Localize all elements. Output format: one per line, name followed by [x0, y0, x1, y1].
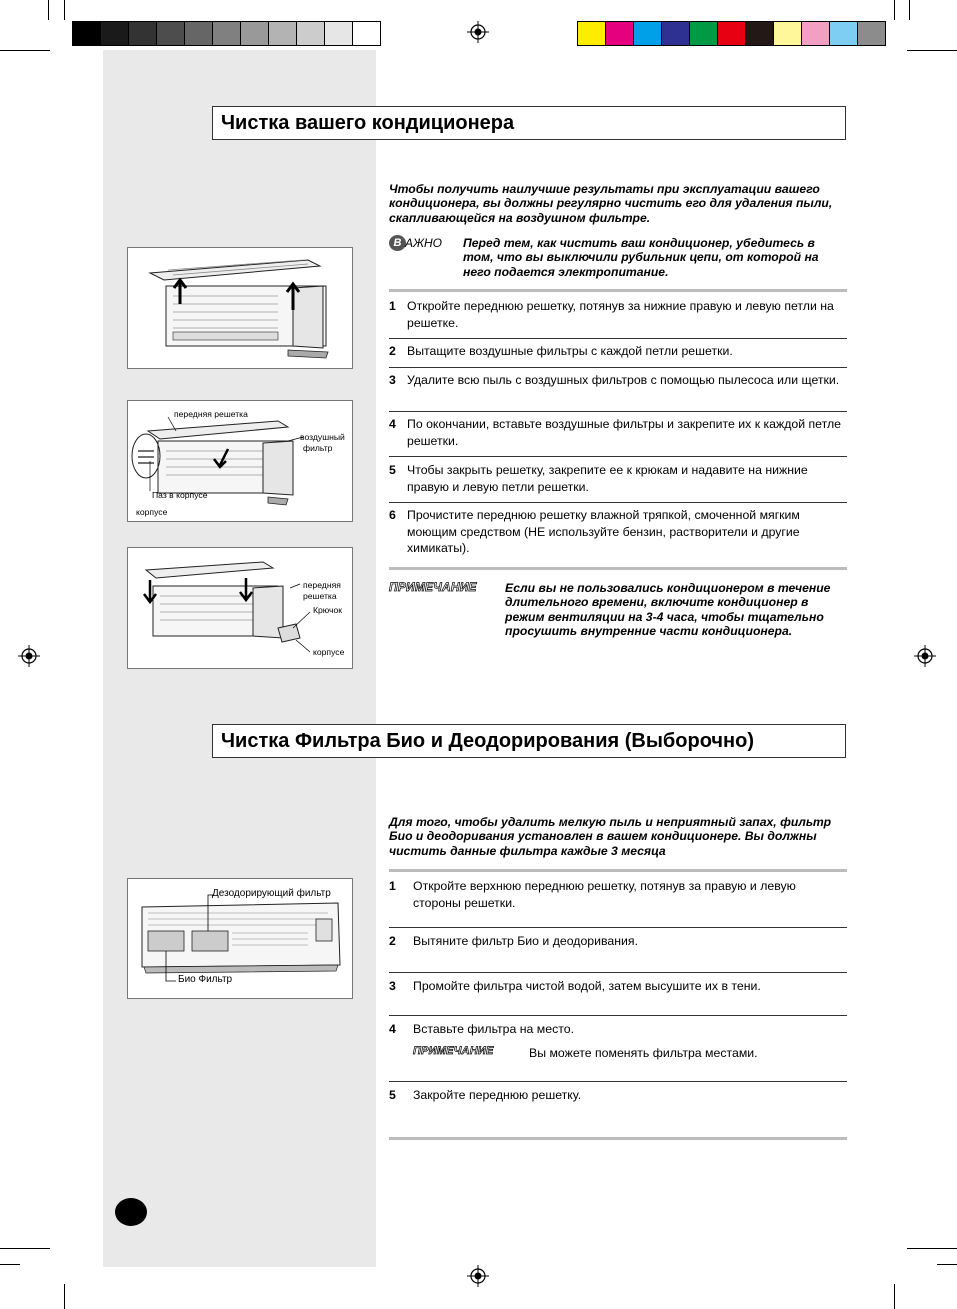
- calibration-swatch: [633, 21, 662, 46]
- divider: [389, 567, 847, 570]
- crop-mark: [64, 0, 65, 20]
- divider: [389, 869, 847, 872]
- crop-mark: [48, 0, 49, 20]
- label-housing: корпусе: [313, 647, 345, 657]
- note-text: Если вы не пользовались кондиционером в течение длительного времени, включите кондиционер в режим вентиляции на 3-4 часа, чтобы тщательно просушить внутренние части кондиционера.: [505, 581, 831, 639]
- divider: [389, 1015, 847, 1016]
- step-text: По окончании, вставьте воздушные фильтры и закрепите их к каждой петле решетки.: [407, 417, 841, 448]
- crop-mark: [64, 1284, 65, 1309]
- label-deodorizing-filter: Дезодорирующий фильтр: [212, 888, 331, 899]
- calibration-swatch: [324, 21, 353, 46]
- crop-mark: [894, 0, 895, 20]
- crop-mark: [0, 1248, 50, 1249]
- crop-mark: [0, 1264, 20, 1265]
- label-air-filter: фильтр: [303, 443, 333, 453]
- step-number: 6: [389, 508, 396, 522]
- step-number: 5: [389, 1088, 396, 1102]
- step-number: 1: [389, 299, 396, 313]
- step-text: Вытащите воздушные фильтры с каждой петли решетки.: [407, 344, 733, 358]
- label-air-filter: воздушный: [300, 432, 345, 442]
- calibration-swatch: [128, 21, 157, 46]
- page-number-badge: [115, 1198, 147, 1226]
- step-number: 2: [389, 934, 396, 948]
- step-text: Откройте переднюю решетку, потянув за нижние правую и левую петли на решетке.: [407, 299, 834, 330]
- air-conditioner-open-grille-drawing: [128, 248, 352, 368]
- step-text: Откройте верхнюю переднюю решетку, потянув за правую и левую стороны решетки.: [413, 879, 796, 910]
- air-conditioner-filter-drawing: [128, 401, 352, 521]
- important-badge-letter: В: [389, 235, 406, 251]
- label-front-grille: передняя решетка: [174, 409, 248, 419]
- crop-mark: [909, 0, 910, 20]
- registration-mark-icon: [467, 21, 489, 43]
- note-text: Вы можете поменять фильтра местами.: [529, 1046, 758, 1060]
- divider: [389, 972, 847, 973]
- crop-mark: [0, 50, 50, 51]
- calibration-swatch: [605, 21, 634, 46]
- calibration-swatch: [745, 21, 774, 46]
- calibration-swatch: [72, 21, 101, 46]
- step-text: Прочистите переднюю решетку влажной тряпкой, смоченной мягким моющим средством (НЕ используйте бензин, растворители и другие химикаты).: [407, 508, 800, 555]
- calibration-swatch: [240, 21, 269, 46]
- step-number: 4: [389, 1022, 396, 1036]
- section-intro: Чтобы получить наилучшие результаты при эксплуатации вашего кондиционера, вы должны регулярно чистить его для удаления пыли, скапливающейся на воздушном фильтре.: [389, 182, 833, 225]
- section-intro: Для того, чтобы удалить мелкую пыль и неприятный запах, фильтр Био и деодоривания установлен в вашем кондиционере. Вы должны чистить данные фильтра каждые 3 месяца: [389, 815, 832, 858]
- label-slot: Паз в корпусе: [152, 490, 208, 500]
- step-text: Вставьте фильтра на место.: [413, 1022, 574, 1036]
- calibration-swatch: [268, 21, 297, 46]
- illustration-close-grille: [127, 547, 353, 669]
- calibration-swatch: [717, 21, 746, 46]
- divider: [389, 456, 847, 457]
- label-front-grille: передняя: [303, 580, 341, 590]
- step-number: 1: [389, 879, 396, 893]
- calibration-swatch: [577, 21, 606, 46]
- divider: [389, 411, 847, 412]
- illustration-remove-filter: [127, 400, 353, 522]
- step-number: 2: [389, 344, 396, 358]
- label-hook: Крючок: [313, 605, 343, 615]
- step-text: Закройте переднюю решетку.: [413, 1088, 582, 1102]
- calibration-swatch: [296, 21, 325, 46]
- important-text: Перед тем, как чистить ваш кондиционер, убедитесь в том, что вы выключили рубильник цепи, от которой на него подается электропитание.: [463, 236, 819, 279]
- crop-mark: [907, 1248, 957, 1249]
- label-front-grille: решетка: [303, 591, 337, 601]
- note-badge: ПРИМЕЧАНИЕ: [413, 1045, 494, 1057]
- step-number: 4: [389, 417, 396, 431]
- divider: [389, 289, 847, 292]
- illustration-bio-filter: [127, 878, 353, 999]
- step-text: Промойте фильтра чистой водой, затем высушите их в тени.: [413, 979, 761, 993]
- step-number: 3: [389, 979, 396, 993]
- divider: [389, 1081, 847, 1082]
- registration-mark-icon: [914, 645, 936, 667]
- illustration-open-grille: [127, 247, 353, 369]
- step-number: 5: [389, 463, 396, 477]
- crop-mark: [937, 1264, 957, 1265]
- note-badge: ПРИМЕЧАНИЕ: [389, 580, 477, 594]
- calibration-swatch: [689, 21, 718, 46]
- calibration-swatch: [212, 21, 241, 46]
- section-title-cleaning: Чистка вашего кондиционера: [212, 106, 846, 140]
- section-title-bio-filter: Чистка Фильтра Био и Деодорирования (Выборочно): [212, 724, 846, 758]
- step-text: Чтобы закрыть решетку, закрепите ее к крюкам и надавите на нижние правую и левую петли решетки.: [407, 463, 808, 494]
- calibration-swatch: [857, 21, 886, 46]
- calibration-swatch: [801, 21, 830, 46]
- step-text: Вытяните фильтр Био и деодоривания.: [413, 934, 638, 948]
- calibration-swatch: [156, 21, 185, 46]
- calibration-swatch: [100, 21, 129, 46]
- divider: [389, 502, 847, 503]
- calibration-swatch: [352, 21, 381, 46]
- important-badge: [389, 235, 459, 251]
- divider: [389, 367, 847, 368]
- step-item: [389, 298, 847, 332]
- important-badge-text: АЖНО: [405, 236, 443, 250]
- divider: [389, 1137, 847, 1140]
- registration-mark-icon: [18, 645, 40, 667]
- divider: [389, 927, 847, 928]
- calibration-swatch: [773, 21, 802, 46]
- step-number: 3: [389, 373, 396, 387]
- crop-mark: [907, 50, 957, 51]
- divider: [389, 338, 847, 339]
- calibration-swatch: [829, 21, 858, 46]
- calibration-swatch: [661, 21, 690, 46]
- label-housing: корпусе: [136, 507, 168, 517]
- registration-mark-icon: [467, 1265, 489, 1287]
- crop-mark: [894, 1284, 895, 1309]
- step-text: Удалите всю пыль с воздушных фильтров с помощью пылесоса или щетки.: [407, 373, 840, 387]
- label-bio-filter: Био Фильтр: [178, 974, 233, 985]
- calibration-swatch: [184, 21, 213, 46]
